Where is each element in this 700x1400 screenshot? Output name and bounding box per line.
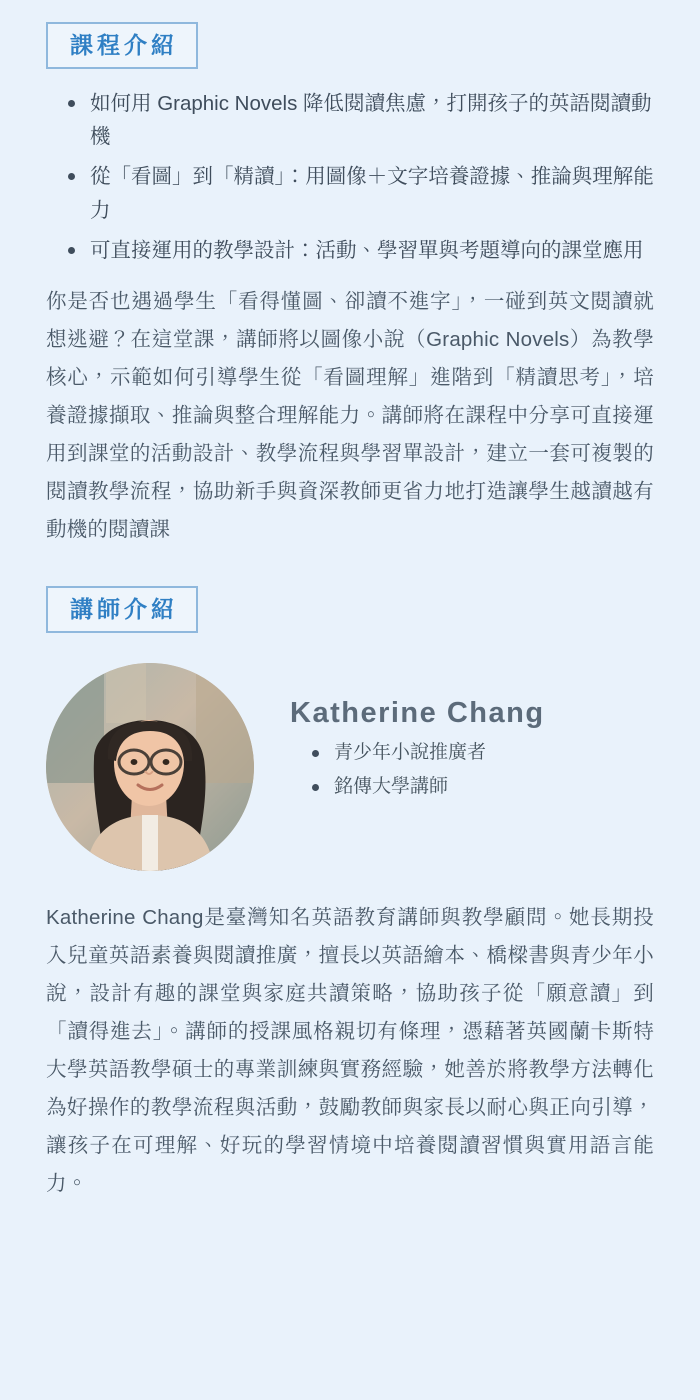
list-item: 如何用 Graphic Novels 降低閱讀焦慮，打開孩子的英語閱讀動機 <box>86 87 654 153</box>
instructor-block <box>46 663 654 871</box>
instructor-photo-icon <box>46 663 254 871</box>
list-item: 青少年小說推廣者 <box>330 738 654 769</box>
list-item: 可直接運用的教學設計：活動、學習單與考題導向的課堂應用 <box>86 234 654 267</box>
course-description: 你是否也遇過學生「看得懂圖、卻讀不進字」，一碰到英文閱讀就想逃避？在這堂課，講師將以圖像小說（Graphic Novels）為教學核心，示範如何引導學生從「看圖理解」進階到「精讀思考」，培養證據擷取、推論與整合理解能力。講師將在課程中分享可直接運用到課堂的活動設計、教學流程與學習單設計，建立一套可複製的閱讀教學流程，協助新手與資深教師更省力地打造讓學生越讀越有動機的閱讀課 <box>46 290 654 541</box>
list-item: 從「看圖」到「精讀」：用圖像＋文字培養證據、推論與理解能力 <box>86 160 654 226</box>
course-intro-badge: 課程介紹 <box>46 22 198 69</box>
instructor-credential-list <box>290 738 654 803</box>
instructor-info <box>254 663 654 806</box>
avatar <box>46 663 254 871</box>
instructor-intro-badge: 講師介紹 <box>46 586 198 633</box>
instructor-name: Katherine Chang <box>290 697 545 730</box>
course-intro-heading <box>46 22 654 73</box>
instructor-intro-heading <box>46 586 654 637</box>
list-item: 銘傳大學講師 <box>330 772 654 803</box>
instructor-bio: Katherine Chang是臺灣知名英語教育講師與教學顧問。她長期投入兒童英語素養與閱讀推廣，擅長以英語繪本、橋樑書與青少年小說，設計有趣的課堂與家庭共讀策略，協助孩子從「願意讀」到「讀得進去」。講師的授課風格親切有條理，憑藉著英國蘭卡斯特大學英語教學碩士的專業訓練與實務經驗，她善於將教學方法轉化為好操作的教學流程與活動，鼓勵教師與家長以耐心與正向引導，讓孩子在可理解、好玩的學習情境中培養閱讀習慣與實用語言能力。 <box>46 906 654 1195</box>
course-highlight-list <box>46 87 654 267</box>
